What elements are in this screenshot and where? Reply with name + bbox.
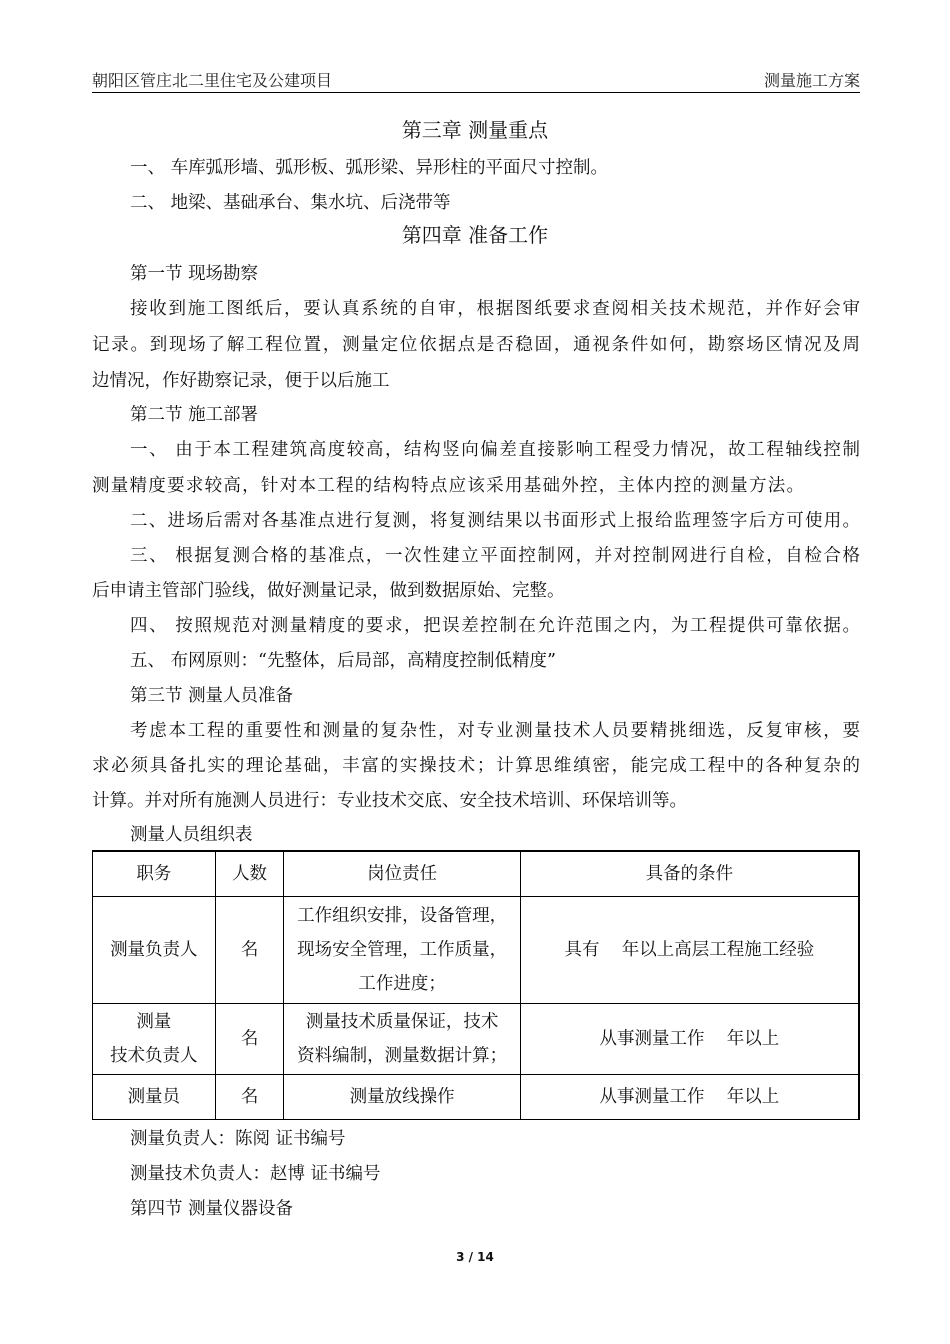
header-cell-count: 人数 [215, 851, 284, 897]
paragraph-line: 四、 按照规范对测量精度的要求，把误差控制在允许范围之内，为工程提供可靠依据。 [130, 616, 860, 636]
cell-count: 名 [215, 897, 284, 1004]
cell-duty: 测量放线操作 [284, 1075, 520, 1120]
page-header [92, 66, 860, 93]
cell-role: 测量员 [93, 1075, 216, 1120]
table-row [93, 1075, 860, 1120]
page-number: 3 / 14 [456, 1250, 494, 1264]
cell-requirement: 从事测量工作 年以上 [520, 1075, 859, 1120]
cell-requirement: 具有 年以上高层工程施工经验 [520, 897, 859, 1004]
table-header-row [93, 851, 860, 897]
header-doc-title: 测量施工方案 [763, 71, 860, 90]
cell-requirement: 从事测量工作 年以上 [520, 1004, 859, 1075]
table-row [93, 897, 860, 1004]
paragraph-line: 考虑本工程的重要性和测量的复杂性，对专业测量技术人员要精挑细选，反复审核，要 [130, 721, 860, 741]
cell-duty-line: 测量技术质量保证，技术 [305, 1012, 499, 1032]
paragraph-line: 五、 布网原则：“先整体，后局部，高精度控制低精度” [130, 651, 556, 671]
cell-duty-line: 现场安全管理，工作质量， [297, 940, 508, 960]
chapter-3-item-2: 二、 地梁、基础承台、集水坑、后浇带等 [130, 193, 451, 213]
header-project-name: 朝阳区管庄北二里住宅及公建项目 [92, 71, 333, 90]
cell-role: 测量负责人 [93, 897, 216, 1004]
paragraph-line: 记录。到现场了解工程位置，测量定位依据点是否稳固，通视条件如何，勘察场区情况及周 [92, 335, 860, 355]
paragraph-line: 边情况，作好勘察记录，便于以后施工 [92, 371, 390, 391]
survey-staff-table [92, 850, 860, 1120]
survey-lead-line: 测量负责人：陈阅 证书编号 [130, 1129, 346, 1149]
section-2-title: 第二节 施工部署 [130, 405, 259, 425]
survey-tech-lead-line: 测量技术负责人：赵博 证书编号 [130, 1164, 381, 1184]
paragraph-line: 求必须具备扎实的理论基础，丰富的实操技术；计算思维缜密，能完成工程中的各种复杂的 [92, 756, 860, 776]
paragraph-line: 测量精度要求较高，针对本工程的结构特点应该采用基础外控，主体内控的测量方法。 [92, 476, 804, 496]
table-caption: 测量人员组织表 [130, 825, 253, 845]
paragraph-line: 接收到施工图纸后，要认真系统的自审，根据图纸要求查阅相关技术规范，并作好会审 [130, 299, 860, 319]
cell-count: 名 [215, 1075, 284, 1120]
cell-role-line: 测量 [136, 1012, 172, 1032]
cell-role-line: 技术负责人 [110, 1046, 198, 1066]
chapter-3-item-1: 一、 车库弧形墙、弧形板、弧形梁、异形柱的平面尺寸控制。 [130, 158, 609, 178]
cell-duty-line: 工作组织安排，设备管理， [297, 906, 508, 926]
cell-duty [284, 1004, 520, 1075]
section-1-title: 第一节 现场勘察 [130, 264, 259, 284]
cell-duty-line: 资料编制，测量数据计算； [297, 1046, 508, 1066]
header-cell-duty: 岗位责任 [284, 851, 520, 897]
cell-role [93, 1004, 216, 1075]
paragraph-line: 二、进场后需对各基准点进行复测，将复测结果以书面形式上报给监理签字后方可使用。 [130, 511, 860, 531]
header-cell-role: 职务 [93, 851, 216, 897]
chapter-4-title: 第四章 准备工作 [401, 223, 549, 247]
paragraph-line: 计算。并对所有施测人员进行：专业技术交底、安全技术培训、环保培训等。 [92, 791, 687, 811]
paragraph-line: 一、 由于本工程建筑高度较高，结构竖向偏差直接影响工程受力情况，故工程轴线控制 [130, 440, 860, 460]
table-row [93, 1004, 860, 1075]
section-3-title: 第三节 测量人员准备 [130, 686, 294, 706]
cell-count: 名 [215, 1004, 284, 1075]
header-cell-requirement: 具备的条件 [520, 851, 859, 897]
cell-duty [284, 897, 520, 1004]
section-4-title: 第四节 测量仪器设备 [130, 1199, 294, 1219]
chapter-3-title: 第三章 测量重点 [401, 118, 549, 142]
cell-duty-line: 工作进度； [358, 974, 446, 994]
paragraph-line: 三、 根据复测合格的基准点，一次性建立平面控制网，并对控制网进行自检，自检合格 [130, 546, 860, 566]
paragraph-line: 后申请主管部门验线，做好测量记录，做到数据原始、完整。 [92, 581, 565, 601]
